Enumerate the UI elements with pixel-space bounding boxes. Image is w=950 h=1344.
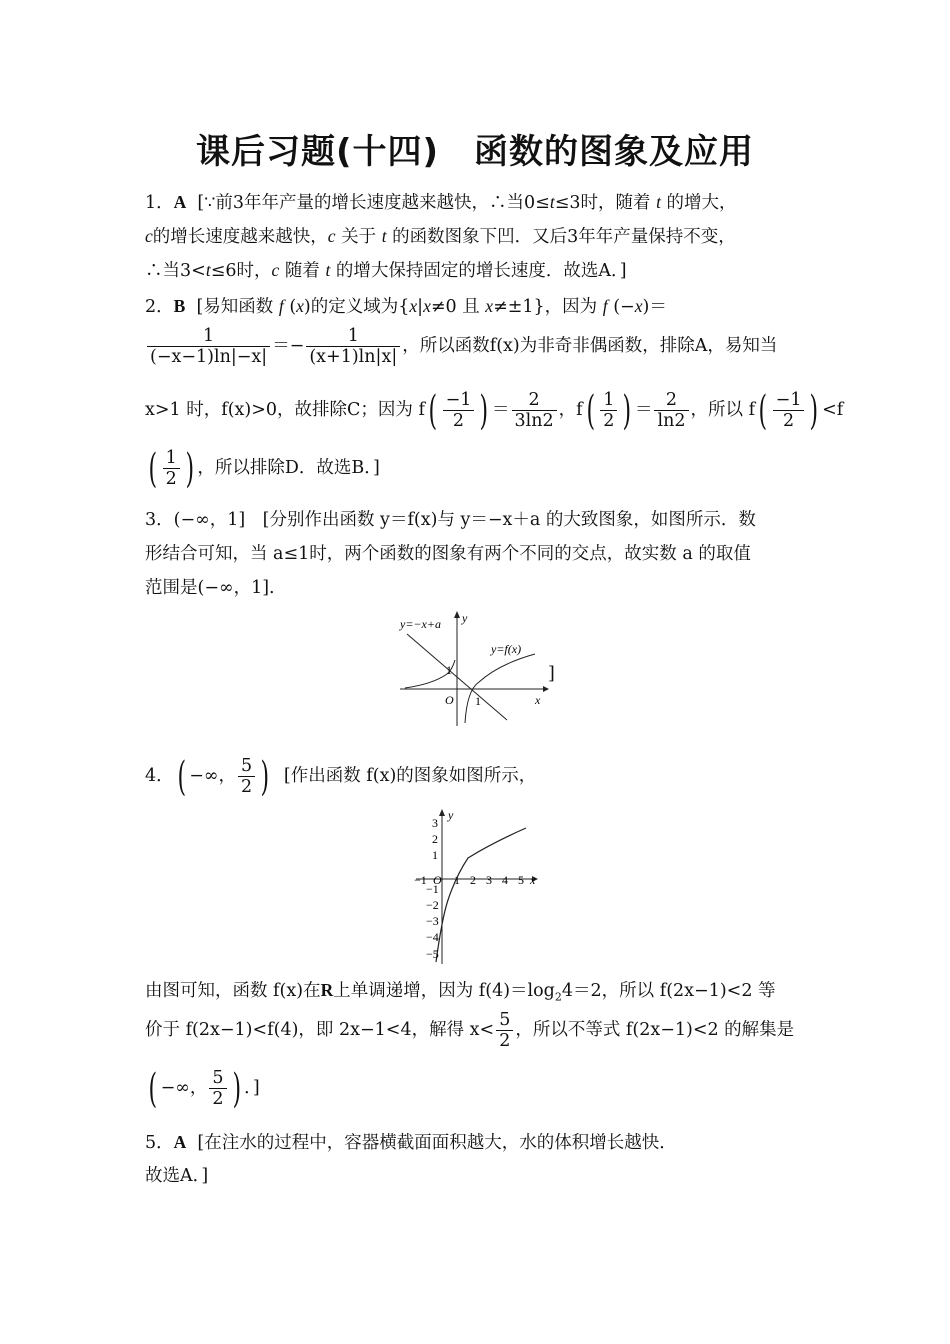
label-line: y=−x+a <box>400 617 441 631</box>
q2-line-2: $\frac{1}{(-x-1)\ln|-x|}$ ＝− $\frac{1}{(x+1)\ln|x|}$ ，所以函数f(x)为非奇非偶函数，排除A，易知当 <box>145 326 815 367</box>
origin-label: O <box>433 873 442 887</box>
y-label: y <box>462 611 468 625</box>
q4-graph <box>412 808 542 968</box>
q4-line-2: 由图可知，函数 f(x)在R上单调递增，因为 $f(4)=\log_24=2$，所以 f(2x−1)<2 等 <box>145 980 776 1004</box>
q5-line-2: 故选A．] <box>145 1166 209 1186</box>
q3-line-2: 形结合可知，当 a≤1时，两个函数的图象有两个不同的交点，故实数 a 的取值 <box>145 544 751 564</box>
tick-x: 2 <box>470 873 476 887</box>
tick-x-1: 1 <box>475 694 481 708</box>
q3-bracket: ] <box>548 664 555 684</box>
tick-x: 1 <box>454 873 460 887</box>
origin-label: O <box>445 693 454 707</box>
x-label: x <box>530 873 536 887</box>
q1-line-2: c的增长速度越来越快，c 关于 t 的函数图象下凹．又后3年年产量保持不变， <box>145 226 736 247</box>
tick-y: −2 <box>426 898 439 912</box>
q4-line-3: 价于 f(2x−1)<f(4)，即 2x−1<4，解得 x< $\frac{5}{2}$ ，所以不等式 f(2x−1)<2 的解集是 <box>145 1010 795 1051</box>
y-axis-arrow <box>454 611 460 618</box>
tick-y: −1 <box>426 882 439 896</box>
q4-line-1: 4．( −∞， $\frac{5}{2}$ ) [作出函数 f(x)的图象如图所示， <box>145 753 537 800</box>
tick-x: 5 <box>518 873 524 887</box>
q5-line-1: 5．A [在注水的过程中，容器横截面面积越大，水的体积增长越快． <box>145 1132 677 1153</box>
tick-y: 2 <box>432 832 438 846</box>
tick-y: 1 <box>432 848 438 862</box>
y-label: y <box>448 808 454 822</box>
y-ticks <box>426 816 439 961</box>
tick-x: 3 <box>486 873 492 887</box>
tick-x: 4 <box>502 873 508 887</box>
curve-fx <box>436 828 526 962</box>
q1-line-3: ∴当3<t≤6时，c 随着 t 的增大保持固定的增长速度．故选A．] <box>145 260 627 281</box>
tick-y: 3 <box>432 816 438 830</box>
x-axis-arrow <box>543 686 549 692</box>
fraction: $\frac{1}{(-x-1)\ln|-x|}$ <box>147 326 270 367</box>
label-fx: y=f(x) <box>491 642 522 656</box>
q3-line-3: 范围是(−∞，1]. <box>145 578 275 598</box>
y-axis-arrow <box>439 809 445 816</box>
q2-line-4: ( $\frac{1}{2}$ ) ，所以排除D．故选B．] <box>148 445 380 492</box>
q4-line-4: ( −∞， $\frac{5}{2}$ ) ．] <box>148 1065 260 1112</box>
q2-line-3: x>1 时，f(x)>0，故排除C；因为 f( $\frac{-1}{2}$ ) ＝ $\frac{2}{3\ln 2}$ ，f( $\frac{1}{2}$ ) ＝ $\frac{2}{\ln 2}$ ，所以 f( $\frac{-1}{2}$ ) <f <box>145 387 844 434</box>
tick-y: −3 <box>426 914 439 928</box>
q2-line-1: 2．B [易知函数 f (x)的定义域为{x|x≠0 且 x≠±1}，因为 f (−x)＝ <box>145 296 667 317</box>
q3-graph <box>395 608 565 730</box>
tick-y: −4 <box>426 930 439 944</box>
tick-x: −1 <box>414 873 427 887</box>
fraction: $\frac{1}{(x+1)\ln|x|}$ <box>306 326 400 367</box>
tick-y: −5 <box>426 947 439 961</box>
tick-y-1: 1 <box>446 663 452 677</box>
q3-line-1: 3．(−∞，1] [分别作出函数 y＝f(x)与 y＝−x＋a 的大致图象，如图所示．数 <box>145 510 756 530</box>
page-title: 课后习题(十四) 函数的图象及应用 <box>195 132 755 172</box>
q1-line-1: 1．A [∵前3年年产量的增长速度越来越快，∴当0≤t≤3时，随着 t 的增大， <box>145 192 737 213</box>
x-label: x <box>535 693 541 707</box>
